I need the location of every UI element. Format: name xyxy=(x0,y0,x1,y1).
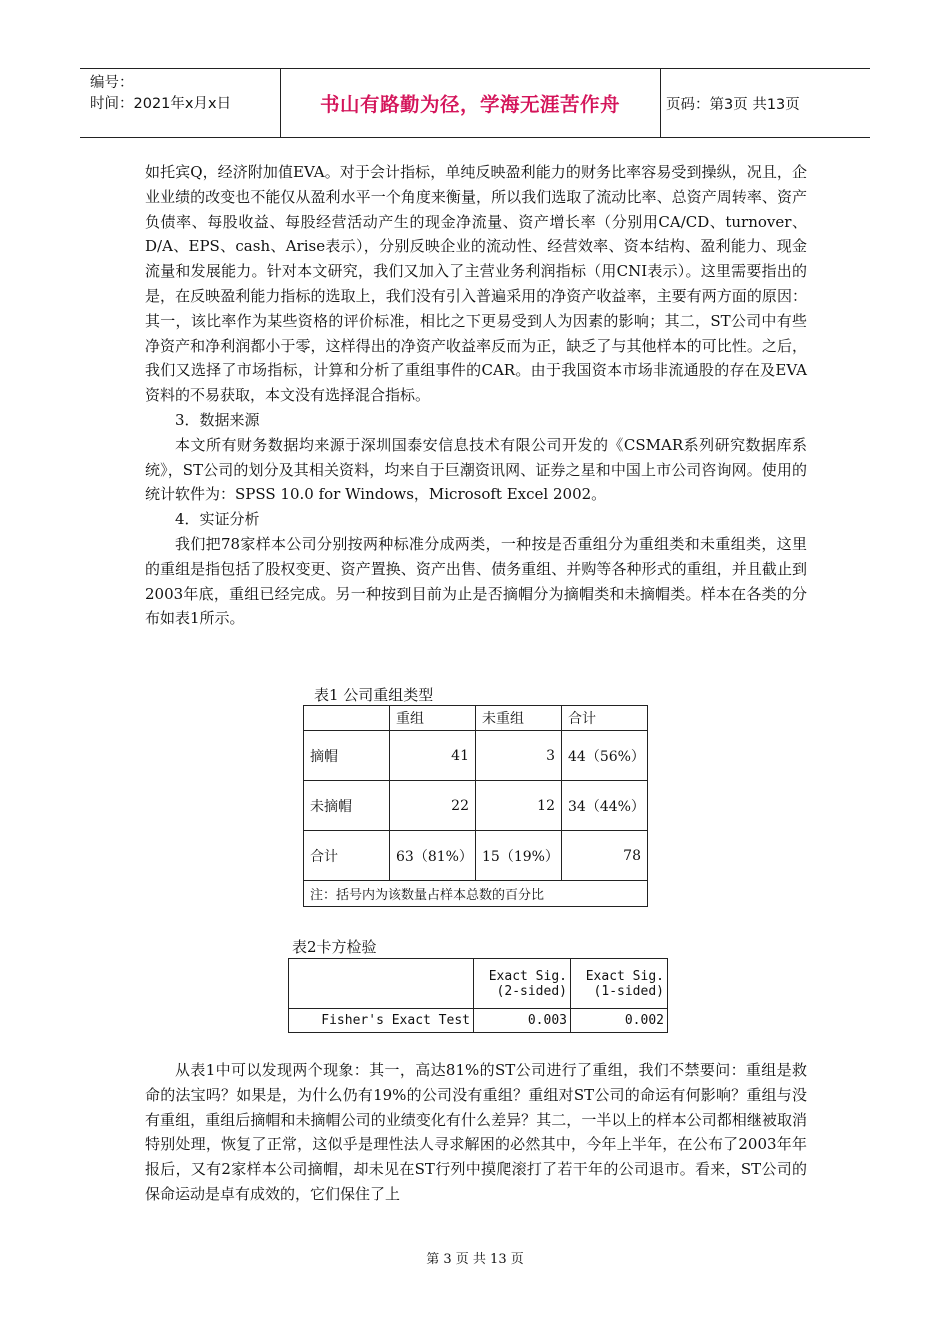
body-text-continued xyxy=(145,1058,807,1207)
table-header-cell xyxy=(289,959,474,1009)
header-date: 时间：2021年x月x日 xyxy=(90,96,232,112)
table-note: 注：括号内为该数量占样本总数的百分比 xyxy=(304,881,648,907)
paragraph: 从表1中可以发现两个现象：其一，高达81%的ST公司进行了重组，我们不禁要问：重组是救命的法宝吗？如果是，为什么仍有19%的公司没有重组？重组对ST公司的命运有何影响？重组与没有重组，重组后摘帽和未摘帽公司的业绩变化有什么差异？其二，一半以上的样本公司都相继被取消特别处理，恢复了正常，这似乎是理性法人寻求解困的必然其中，今年上半年，在公布了2003年年报后，又有2家样本公司摘帽，却未见在ST行列中摸爬滚打了若干年的公司退市。看来，ST公司的保命运动是卓有成效的，它们保住了上 xyxy=(145,1061,807,1203)
paragraph: 如托宾Q，经济附加值EVA。对于会计指标，单纯反映盈利能力的财务比率容易受到操纵，况且，企业业绩的改变也不能仅从盈利水平一个角度来衡量，所以我们选取了流动比率、总资产周转率、资产负债率、每股收益、每股经营活动产生的现金净流量、资产增长率（分别用CA/CD、turnover、D/A、EPS、cash、Arise表示），分别反映企业的流动性、经营效率、资本结构、盈利能力、现金流量和发展能力。针对本文研究，我们又加入了主营业务利润指标（用CNI表示）。这里需要指出的是，在反映盈利能力指标的选取上，我们没有引入普遍采用的净资产收益率，主要有两方面的原因：其一，该比率作为某些资格的评价标准，相比之下更易受到人为因素的影响；其二，ST公司中有些净资产和净利润都小于零，这样得出的净资产收益率反而为正，缺乏了与其他样本的可比性。之后，我们又选择了市场指标，计算和分析了重组事件的CAR。由于我国资本市场非流通股的存在及EVA资料的不易获取，本文没有选择混合指标。 xyxy=(145,163,807,405)
header-number: 编号： xyxy=(90,75,134,91)
table-cell: 63（81%） xyxy=(390,831,476,881)
table1-caption: 表1 公司重组类型 xyxy=(314,686,434,704)
table-header-cell: Exact Sig. (1-sided) xyxy=(571,959,668,1009)
header-meta xyxy=(90,73,231,115)
table-header-cell: 重组 xyxy=(390,706,476,731)
body-text xyxy=(145,160,807,631)
table-cell: 78 xyxy=(562,831,648,881)
table-cell: 22 xyxy=(390,781,476,831)
table1 xyxy=(303,705,648,907)
table-header-cell: 合计 xyxy=(562,706,648,731)
row-label: 合计 xyxy=(304,831,390,881)
table2-caption: 表2卡方检验 xyxy=(292,938,377,956)
header-divider xyxy=(660,69,661,137)
table-row xyxy=(289,1009,668,1033)
row-label: 未摘帽 xyxy=(304,781,390,831)
table-cell: 0.003 xyxy=(474,1009,571,1033)
header-motto: 书山有路勤为径，学海无涯苦作舟 xyxy=(319,93,620,116)
table-row xyxy=(304,731,648,781)
table-row xyxy=(304,781,648,831)
header-page: 页码：第3页 共13页 xyxy=(666,97,800,113)
section-heading: 3．数据来源 xyxy=(175,410,260,429)
paragraph: 我们把78家样本公司分别按两种标准分成两类，一种按是否重组分为重组类和未重组类，这里的重组是指包括了股权变更、资产置换、资产出售、债务重组、并购等各种形式的重组，并且截止到2003年底，重组已经完成。另一种按到目前为止是否摘帽分为摘帽类和未摘帽类。样本在各类的分布如表1所示。 xyxy=(145,534,807,628)
table-cell: 0.002 xyxy=(571,1009,668,1033)
table-header-cell: Exact Sig. (2-sided) xyxy=(474,959,571,1009)
table-note-row xyxy=(304,881,648,907)
table-cell: 3 xyxy=(476,731,562,781)
table2 xyxy=(288,958,668,1033)
table-header-cell: 未重组 xyxy=(476,706,562,731)
header-divider xyxy=(280,69,281,137)
row-label: Fisher's Exact Test xyxy=(289,1009,474,1033)
page-header xyxy=(80,68,870,138)
table-cell: 44（56%） xyxy=(562,731,648,781)
table-row xyxy=(304,831,648,881)
page-footer: 第 3 页 共 13 页 xyxy=(426,1252,524,1267)
table-cell: 34（44%） xyxy=(562,781,648,831)
table-cell: 41 xyxy=(390,731,476,781)
table-header-cell xyxy=(304,706,390,731)
paragraph: 本文所有财务数据均来源于深圳国泰安信息技术有限公司开发的《CSMAR系列研究数据库系统》，ST公司的划分及其相关资料，均来自于巨潮资讯网、证券之星和中国上市公司咨询网。使用的统计软件为：SPSS 10.0 for Windows，Microsoft Excel 2002。 xyxy=(145,435,807,504)
table-cell: 15（19%） xyxy=(476,831,562,881)
section-heading: 4．实证分析 xyxy=(175,510,260,529)
row-label: 摘帽 xyxy=(304,731,390,781)
table-cell: 12 xyxy=(476,781,562,831)
